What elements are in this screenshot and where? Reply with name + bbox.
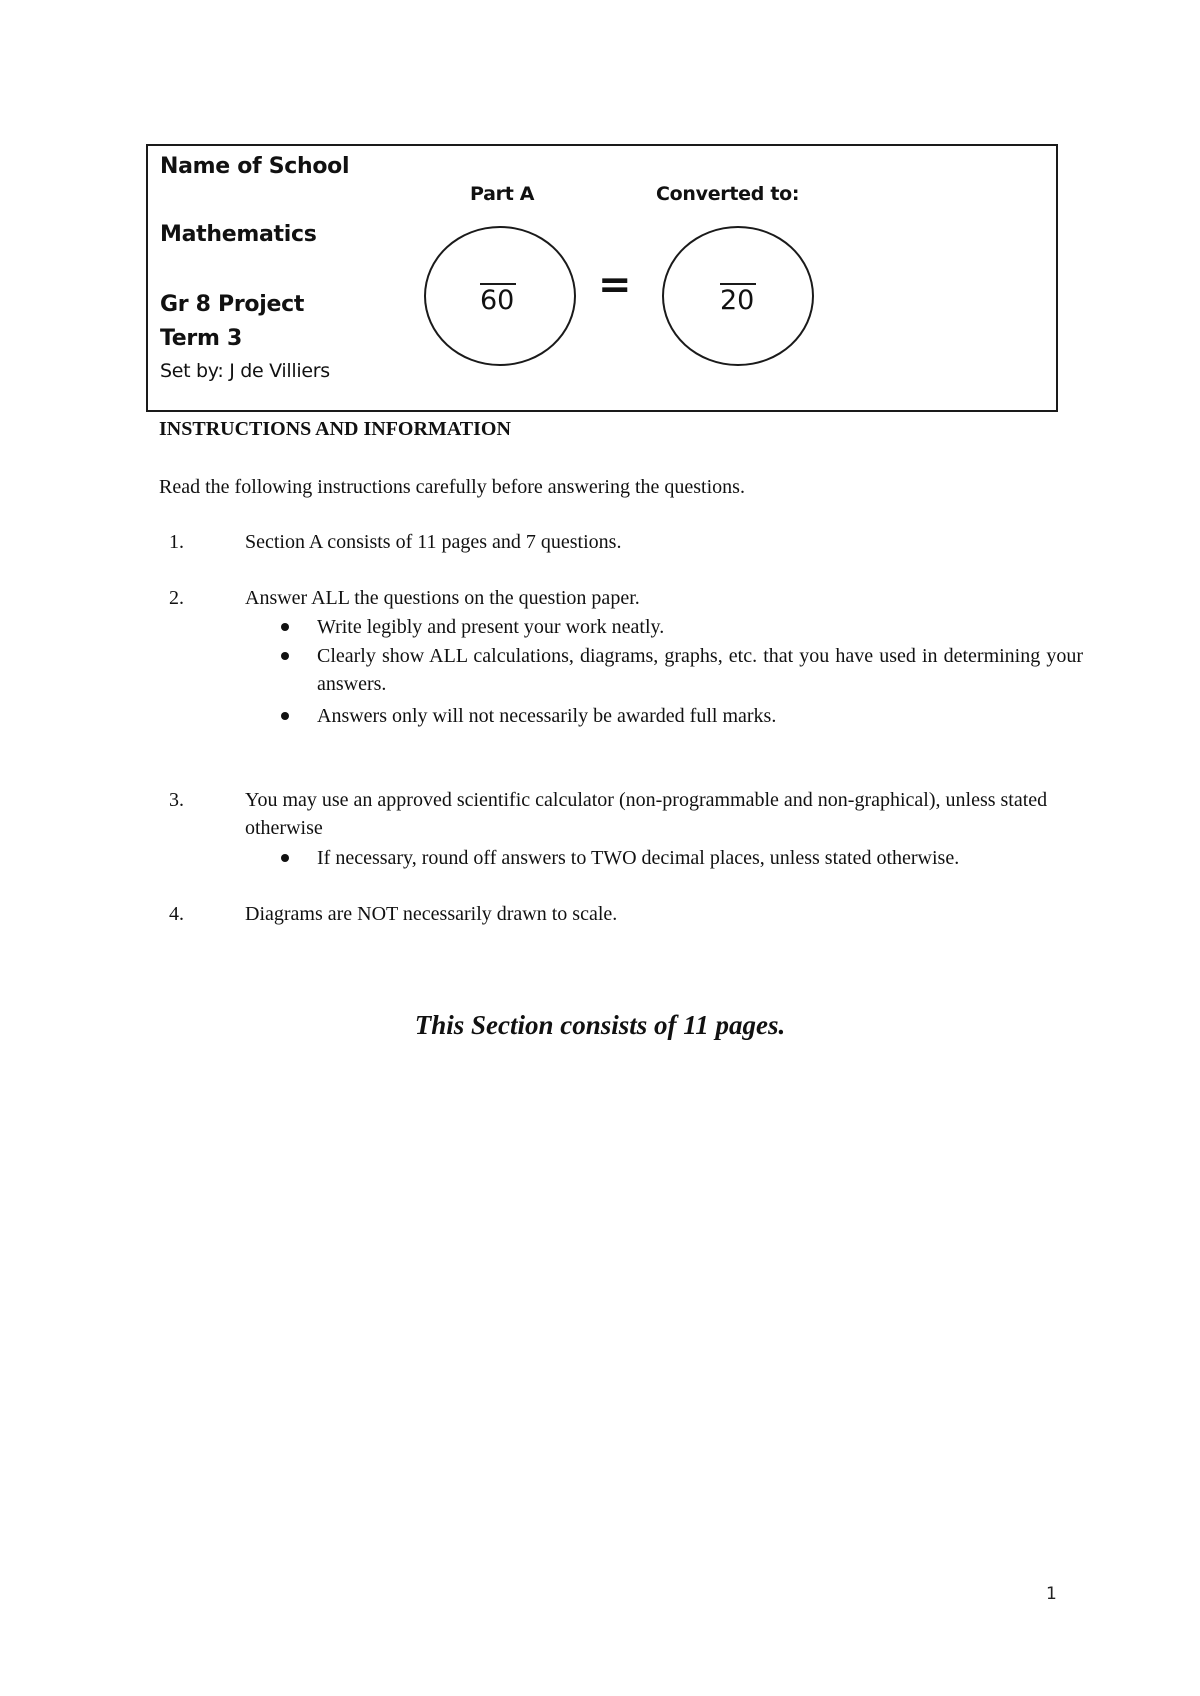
set-by-label: Set by: J de Villiers [160, 360, 330, 382]
item-number-2: 2. [169, 587, 184, 609]
item-text-1: Section A consists of 11 pages and 7 questions. [245, 531, 622, 553]
converted-label: Converted to: [656, 183, 800, 205]
bullet-item-2-1: Write legibly and present your work neatly. [317, 616, 665, 638]
instructions-heading: INSTRUCTIONS AND INFORMATION [159, 418, 511, 440]
header-box [146, 144, 1058, 412]
item-text-2: Answer ALL the questions on the question paper. [245, 587, 640, 609]
item-text-3: You may use an approved scientific calculator (non-programmable and non-graphical), unless stated otherwise [245, 789, 1048, 839]
converted-total: 20 [720, 285, 755, 316]
bullet-dot [281, 854, 289, 862]
page-number: 1 [1046, 1584, 1057, 1604]
bullet-dot [281, 712, 289, 720]
subject-title: Mathematics [160, 222, 317, 247]
item-number-4: 4. [169, 903, 184, 925]
bullet-item-2-2: Clearly show ALL calculations, diagrams, graphs, etc. that you have used in determining your answers. [317, 645, 1083, 695]
bullet-item-3-1: If necessary, round off answers to TWO decimal places, unless stated otherwise. [317, 847, 960, 869]
bullet-item-2-3: Answers only will not necessarily be awarded full marks. [317, 705, 777, 727]
school-name: Name of School [160, 154, 350, 179]
equals-sign: = [598, 262, 632, 308]
bullet-dot [281, 652, 289, 660]
item-text-4: Diagrams are NOT necessarily drawn to scale. [245, 903, 618, 925]
section-page-count-note: This Section consists of 11 pages. [414, 1010, 786, 1040]
part-a-label: Part A [470, 183, 535, 205]
item-number-3: 3. [169, 789, 184, 811]
part-a-total: 60 [480, 285, 515, 316]
project-title: Gr 8 Project [160, 292, 305, 317]
item-number-1: 1. [169, 531, 184, 553]
instructions-intro: Read the following instructions carefully before answering the questions. [159, 476, 745, 498]
bullet-dot [281, 623, 289, 631]
term-label: Term 3 [160, 326, 242, 351]
